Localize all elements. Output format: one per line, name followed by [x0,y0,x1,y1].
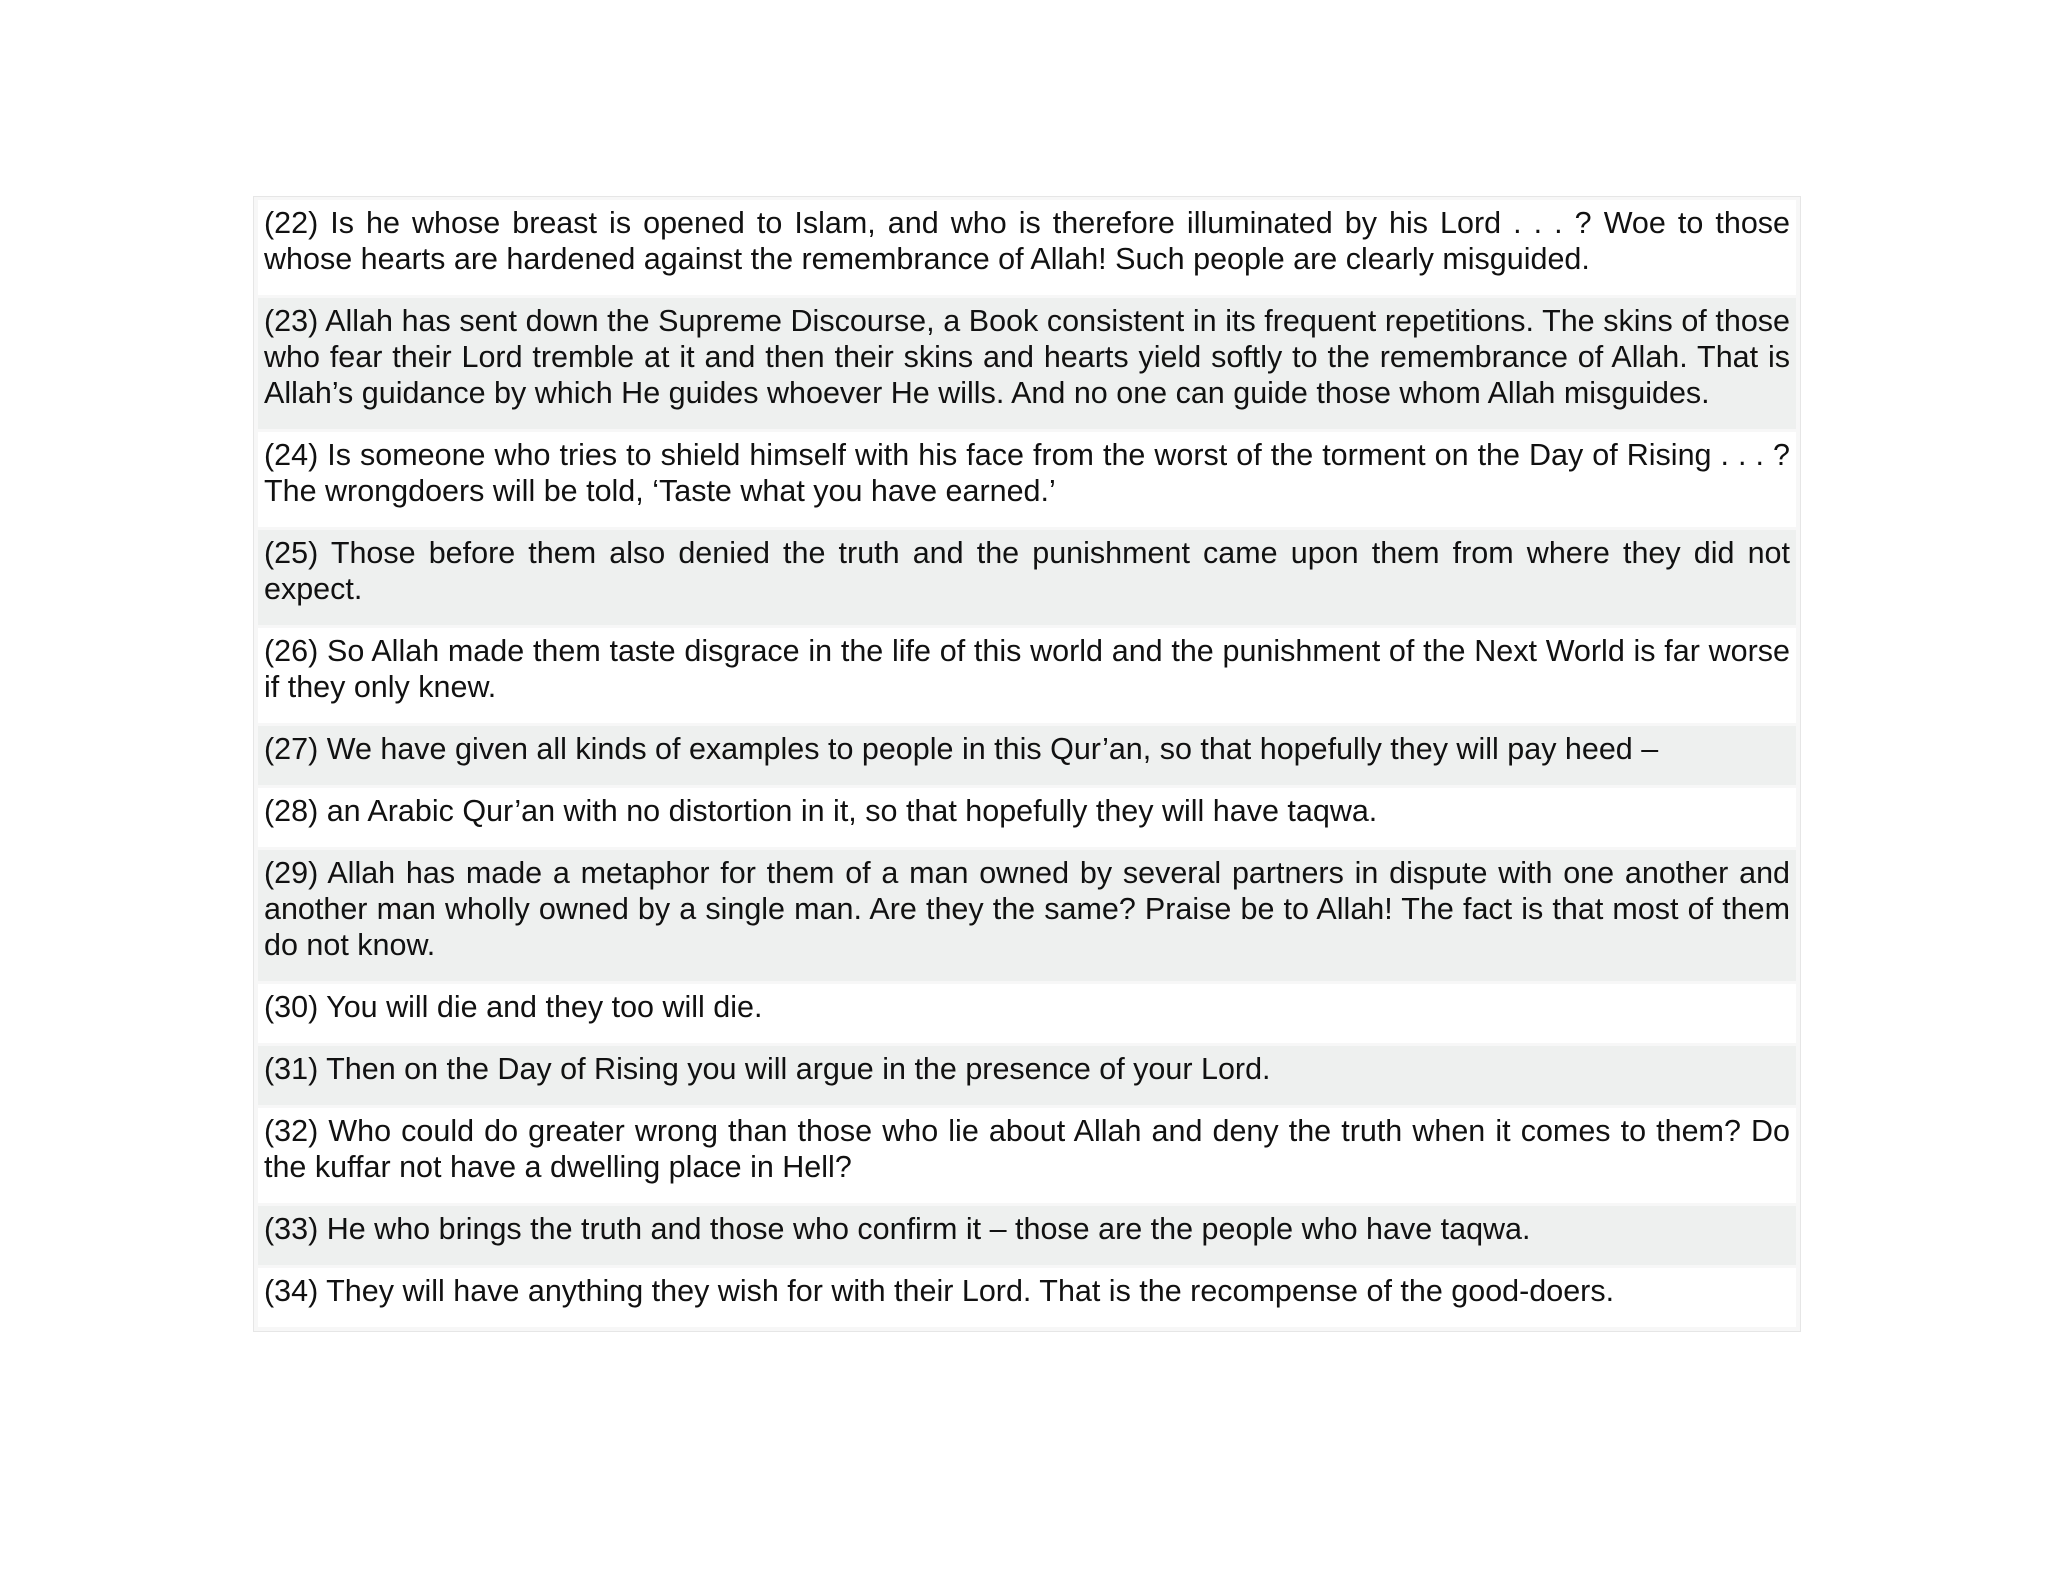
verse-row-29: (29) Allah has made a metaphor for them of a man owned by several partners in dispute with one another and another man wholly owned by a single man. Are they the same? Praise be to Allah! The fact is that most of them do not know. [258,850,1796,981]
verse-row-32: (32) Who could do greater wrong than those who lie about Allah and deny the truth when it comes to them? Do the kuffar not have a dwelling place in Hell? [258,1108,1796,1203]
verse-row-22: (22) Is he whose breast is opened to Islam, and who is therefore illuminated by his Lord . . . ? Woe to those whose hearts are hardened against the remembrance of Allah! Such people are clearly misguided. [258,200,1796,295]
verse-row-26: (26) So Allah made them taste disgrace in the life of this world and the punishment of the Next World is far worse if they only knew. [258,628,1796,723]
verse-row-23: (23) Allah has sent down the Supreme Discourse, a Book consistent in its frequent repetitions. The skins of those who fear their Lord tremble at it and then their skins and hearts yield softly to the remembrance of Allah. That is Allah’s guidance by which He guides whoever He wills. And no one can guide those whom Allah misguides. [258,298,1796,429]
verse-row-25: (25) Those before them also denied the truth and the punishment came upon them from where they did not expect. [258,530,1796,625]
verse-row-24: (24) Is someone who tries to shield himself with his face from the worst of the torment on the Day of Rising . . . ? The wrongdoers will be told, ‘Taste what you have earned.’ [258,432,1796,527]
verse-table [253,196,1801,1332]
verse-row-30: (30) You will die and they too will die. [258,984,1796,1043]
verse-row-27: (27) We have given all kinds of examples to people in this Qur’an, so that hopefully they will pay heed – [258,726,1796,785]
verse-row-33: (33) He who brings the truth and those who confirm it – those are the people who have taqwa. [258,1206,1796,1265]
verse-row-34: (34) They will have anything they wish for with their Lord. That is the recompense of the good-doers. [258,1268,1796,1327]
verse-row-31: (31) Then on the Day of Rising you will argue in the presence of your Lord. [258,1046,1796,1105]
verse-row-28: (28) an Arabic Qur’an with no distortion in it, so that hopefully they will have taqwa. [258,788,1796,847]
